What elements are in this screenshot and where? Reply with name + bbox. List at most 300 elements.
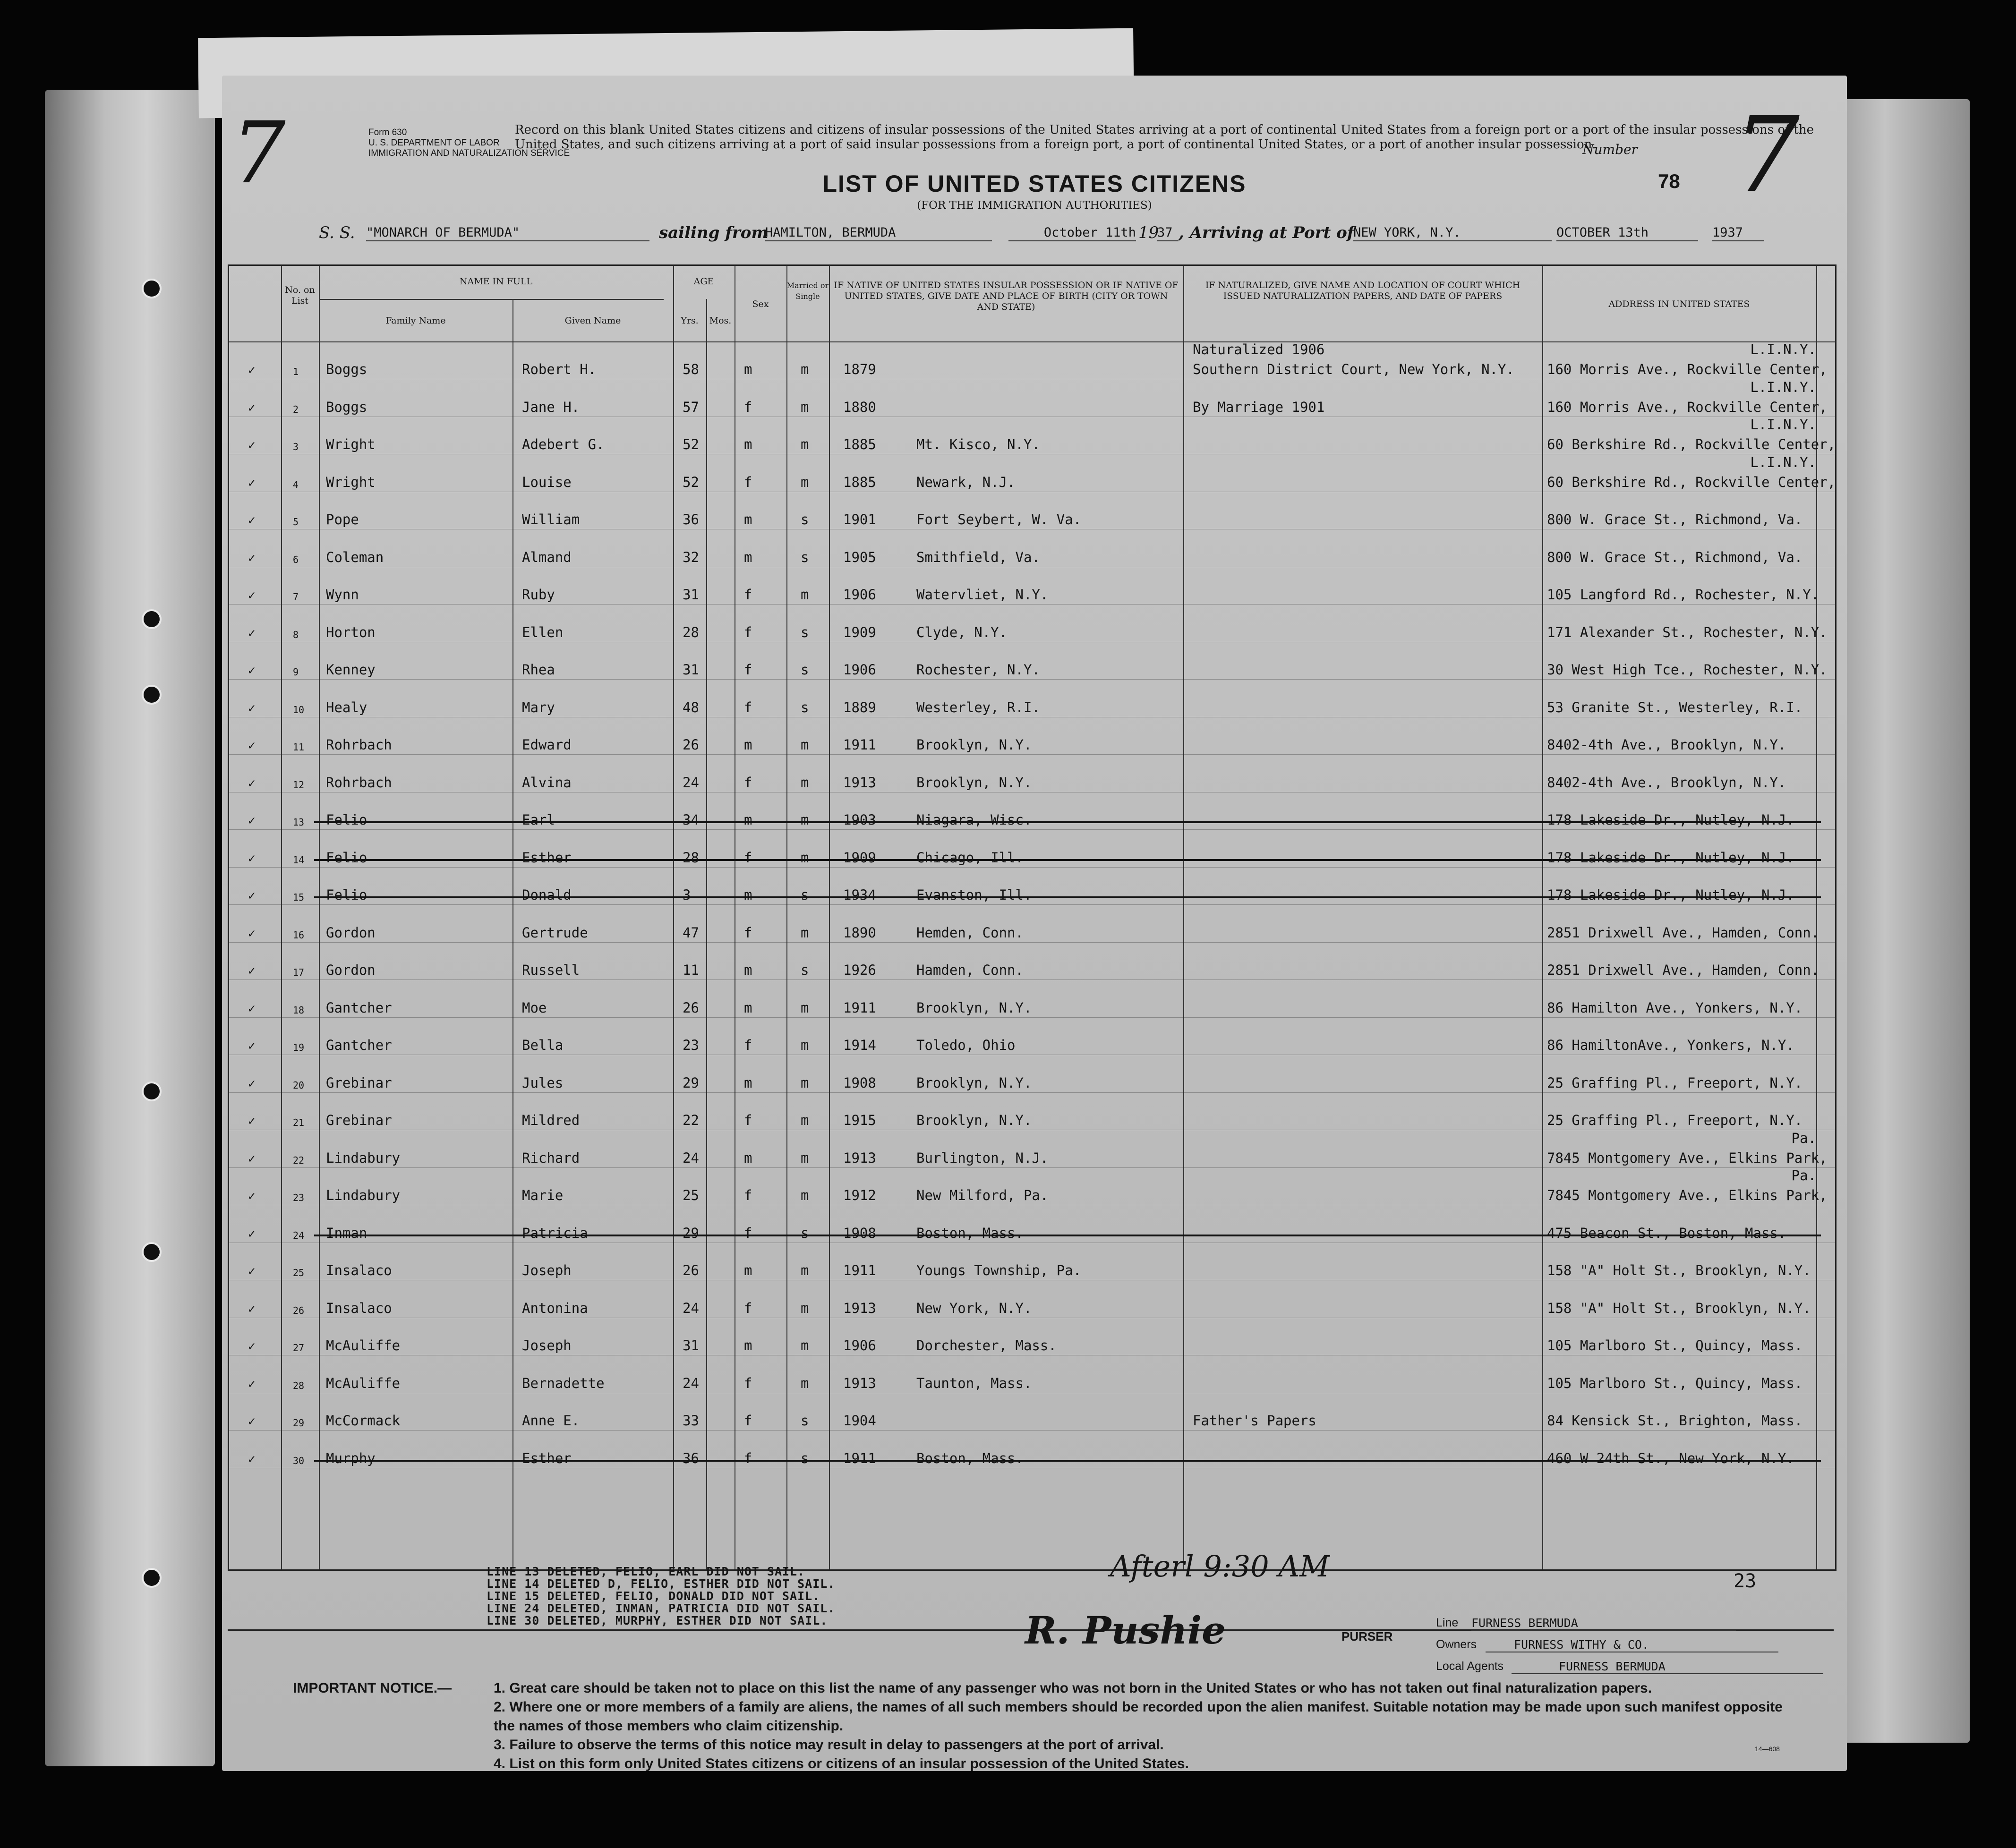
table-row	[229, 417, 1835, 454]
row-number: 15	[293, 892, 305, 903]
birth-year: 1914	[843, 1037, 876, 1053]
marital-status: s	[801, 662, 809, 678]
given-name: Bernadette	[522, 1375, 605, 1391]
birth-year: 1880	[843, 399, 876, 415]
row-number: 6	[293, 554, 299, 565]
header-rule	[319, 299, 664, 300]
age-years: 33	[683, 1413, 699, 1429]
birth-place: Westerley, R.I.	[916, 699, 1040, 715]
check-mark-icon: ✓	[248, 1452, 256, 1466]
family-name: Wright	[326, 474, 376, 490]
manifest-page	[222, 76, 1847, 1771]
marital-status: s	[801, 962, 809, 978]
row-number: 10	[293, 704, 305, 715]
address: 2851 Drixwell Ave., Hamden, Conn.	[1547, 962, 1820, 978]
row-number: 18	[293, 1004, 305, 1016]
age-years: 52	[683, 474, 699, 490]
birth-year: 1908	[843, 1074, 876, 1091]
form-number: Form 630	[368, 128, 407, 137]
birth-place: New York, N.Y.	[916, 1300, 1032, 1316]
strike-through-line	[314, 1235, 1821, 1236]
marital-status: m	[801, 1300, 809, 1316]
table-row	[229, 1055, 1835, 1093]
arrival-port: NEW YORK, N.Y.	[1353, 225, 1552, 241]
form-reference: 14—608	[1755, 1745, 1780, 1753]
deletion-note: LINE 30 DELETED, MURPHY, ESTHER DID NOT SAIL.	[487, 1614, 828, 1627]
age-years: 29	[683, 1225, 699, 1241]
number-value: 7	[1734, 94, 1800, 215]
sex: m	[744, 1150, 752, 1166]
strike-through-line	[314, 1460, 1821, 1462]
family-name: Boggs	[326, 399, 367, 415]
punch-hole	[142, 1568, 162, 1588]
age-years: 57	[683, 399, 699, 415]
table-row	[229, 980, 1835, 1018]
marital-status: m	[801, 812, 809, 828]
check-mark-icon: ✓	[248, 1264, 256, 1278]
age-years: 36	[683, 1450, 699, 1466]
corner-mark: 7	[231, 104, 286, 203]
age-years: 25	[683, 1187, 699, 1203]
given-name: Ruby	[522, 587, 555, 603]
row-number: 16	[293, 929, 305, 941]
age-years: 23	[683, 1037, 699, 1053]
check-mark-icon: ✓	[248, 1001, 256, 1016]
deletion-note: LINE 13 DELETED, FELIO, EARL DID NOT SAIL.	[487, 1565, 805, 1578]
check-mark-icon: ✓	[248, 1302, 256, 1316]
family-name: Wright	[326, 436, 376, 452]
strike-through-line	[314, 821, 1821, 823]
marital-status: m	[801, 1074, 809, 1091]
age-years: 22	[683, 1112, 699, 1128]
address: 8402-4th Ave., Brooklyn, N.Y.	[1547, 774, 1786, 791]
family-name: Gantcher	[326, 1037, 392, 1053]
row-number: 17	[293, 967, 305, 978]
given-name: Antonina	[522, 1300, 588, 1316]
arrival-year: 1937	[1712, 225, 1764, 241]
family-name: Murphy	[326, 1450, 376, 1466]
address: 160 Morris Ave., Rockville Center,	[1547, 399, 1828, 415]
family-name: Gordon	[326, 924, 376, 941]
age-years: 24	[683, 774, 699, 791]
table-row	[229, 567, 1835, 605]
family-name: Felio	[326, 887, 367, 903]
family-name: Insalaco	[326, 1300, 392, 1316]
col-header-birth: IF NATIVE OF UNITED STATES INSULAR POSSESSION OR IF NATIVE OF UNITED STATES, GIVE DATE AND PLACE OF BIRTH (CITY OR TOWN AND STATE)	[834, 280, 1179, 312]
address-state: Pa.	[1791, 1167, 1816, 1184]
marital-status: m	[801, 474, 809, 490]
address: 53 Granite St., Westerley, R.I.	[1547, 699, 1803, 715]
given-name: Rhea	[522, 662, 555, 678]
table-row	[229, 1318, 1835, 1355]
strike-through-line	[314, 896, 1821, 898]
birth-place: Hamden, Conn.	[916, 962, 1024, 978]
birth-place: Brooklyn, N.Y.	[916, 1112, 1032, 1128]
col-header-name: NAME IN FULL	[459, 276, 533, 287]
check-mark-icon: ✓	[248, 1414, 256, 1429]
check-mark-icon: ✓	[248, 664, 256, 678]
row-number: 12	[293, 779, 305, 791]
birth-year: 1906	[843, 662, 876, 678]
birth-place: Clyde, N.Y.	[916, 624, 1008, 640]
given-name: Jane H.	[522, 399, 580, 415]
notice-item: 2. Where one or more members of a family are aliens, the names of all such members should be recorded upon the alien manifest. Suitable notation may be made upon such manifest opposite the names of those members who claim citizenship.	[494, 1699, 1783, 1734]
family-name: Gantcher	[326, 999, 392, 1016]
row-number: 29	[293, 1417, 305, 1429]
table-row	[229, 1130, 1835, 1168]
table-row	[229, 492, 1835, 529]
birth-year: 1885	[843, 474, 876, 490]
given-name: Louise	[522, 474, 572, 490]
handwritten-stamp: Afterl 9:30 AM	[1110, 1549, 1330, 1584]
check-mark-icon: ✓	[248, 626, 256, 640]
sex: f	[744, 474, 752, 490]
birth-place: Evanston, Ill.	[916, 887, 1032, 903]
birth-place: Chicago, Ill.	[916, 849, 1024, 866]
age-years: 36	[683, 511, 699, 528]
sex: f	[744, 624, 752, 640]
address: 86 Hamilton Ave., Yonkers, N.Y.	[1547, 999, 1803, 1016]
birth-year: 1889	[843, 699, 876, 715]
age-years: 11	[683, 962, 699, 978]
family-name: Kenney	[326, 662, 376, 678]
family-name: Healy	[326, 699, 367, 715]
punch-hole	[142, 1242, 162, 1262]
address-state: L.I.N.Y.	[1750, 341, 1816, 358]
age-years: 31	[683, 662, 699, 678]
family-name: Grebinar	[326, 1074, 392, 1091]
check-mark-icon: ✓	[248, 739, 256, 753]
agents-row	[1436, 1660, 1666, 1673]
check-mark-icon: ✓	[248, 851, 256, 866]
marital-status: s	[801, 699, 809, 715]
arrival-date: OCTOBER 13th	[1556, 225, 1698, 241]
table-row	[229, 1017, 1835, 1055]
address: 25 Graffing Pl., Freeport, N.Y.	[1547, 1112, 1803, 1128]
check-mark-icon: ✓	[248, 551, 256, 565]
given-name: Russell	[522, 962, 580, 978]
age-years: 28	[683, 624, 699, 640]
department: U. S. DEPARTMENT OF LABOR	[368, 138, 500, 148]
check-mark-icon: ✓	[248, 1114, 256, 1128]
table-row	[229, 1393, 1835, 1431]
col-header-given: Given Name	[564, 315, 621, 326]
line-value: FURNESS BERMUDA	[1471, 1616, 1736, 1631]
table-row	[229, 680, 1835, 717]
given-name: Marie	[522, 1187, 564, 1203]
family-name: Gordon	[326, 962, 376, 978]
given-name: Moe	[522, 999, 547, 1016]
family-name: Felio	[326, 849, 367, 866]
page-count: 23	[1734, 1570, 1757, 1592]
given-name: Patricia	[522, 1225, 588, 1241]
sex: m	[744, 361, 752, 377]
table-row	[229, 341, 1835, 379]
table-row	[229, 942, 1835, 980]
address: 30 West High Tce., Rochester, N.Y.	[1547, 662, 1828, 678]
naturalization-court: Southern District Court, New York, N.Y.	[1193, 361, 1514, 377]
sex: m	[744, 1337, 752, 1354]
address-state: L.I.N.Y.	[1750, 379, 1816, 395]
table-row	[229, 379, 1835, 417]
check-mark-icon: ✓	[248, 926, 256, 941]
marital-status: m	[801, 361, 809, 377]
row-number: 9	[293, 666, 299, 678]
address: 105 Langford Rd., Rochester, N.Y.	[1547, 587, 1820, 603]
binder-strip	[45, 90, 215, 1766]
marital-status: s	[801, 887, 809, 903]
birth-place: Niagara, Wisc.	[916, 812, 1032, 828]
given-name: Ellen	[522, 624, 564, 640]
address: 84 Kensick St., Brighton, Mass.	[1547, 1413, 1803, 1429]
age-years: 32	[683, 549, 699, 565]
sex: m	[744, 1262, 752, 1278]
table-row	[229, 1431, 1835, 1468]
row-number: 20	[293, 1079, 305, 1091]
row-number: 2	[293, 403, 299, 415]
birth-place: Mt. Kisco, N.Y.	[916, 436, 1040, 452]
row-number: 25	[293, 1267, 305, 1278]
purser-signature: R. Pushie	[1025, 1608, 1226, 1652]
owners-label: Owners	[1436, 1638, 1477, 1651]
punch-hole	[142, 685, 162, 705]
table-row	[229, 605, 1835, 642]
manifest-table	[228, 264, 1837, 1571]
row-number: 30	[293, 1455, 305, 1466]
row-number: 4	[293, 478, 299, 490]
row-number: 11	[293, 741, 305, 753]
check-mark-icon: ✓	[248, 438, 256, 452]
address: 60 Berkshire Rd., Rockville Center,	[1547, 474, 1836, 490]
check-mark-icon: ✓	[248, 701, 256, 715]
address: 475 Beacon St., Boston, Mass.	[1547, 1225, 1786, 1241]
marital-status: m	[801, 436, 809, 452]
naturalization-court: Father's Papers	[1193, 1413, 1316, 1429]
sex: f	[744, 1225, 752, 1241]
age-years: 31	[683, 1337, 699, 1354]
family-name: Rohrbach	[326, 774, 392, 791]
col-header-family: Family Name	[385, 315, 446, 326]
address: 158 "A" Holt St., Brooklyn, N.Y.	[1547, 1262, 1811, 1278]
address: 105 Marlboro St., Quincy, Mass.	[1547, 1337, 1803, 1354]
age-years: 26	[683, 999, 699, 1016]
birth-year: 1906	[843, 1337, 876, 1354]
given-name: Gertrude	[522, 924, 588, 941]
table-row	[229, 529, 1835, 567]
sex: f	[744, 1037, 752, 1053]
given-name: Mildred	[522, 1112, 580, 1128]
birth-place: Taunton, Mass.	[916, 1375, 1032, 1391]
departure-year: 37	[1157, 225, 1179, 241]
agents-value: FURNESS BERMUDA	[1512, 1660, 1823, 1674]
col-header-age: AGE	[693, 276, 714, 287]
deletion-note: LINE 24 DELETED, INMAN, PATRICIA DID NOT SAIL.	[487, 1601, 836, 1615]
given-name: Joseph	[522, 1262, 572, 1278]
birth-year: 1909	[843, 624, 876, 640]
sex: f	[744, 699, 752, 715]
sex: f	[744, 587, 752, 603]
marital-status: m	[801, 399, 809, 415]
marital-status: m	[801, 849, 809, 866]
given-name: Esther	[522, 849, 572, 866]
family-name: Rohrbach	[326, 737, 392, 753]
marital-status: s	[801, 1225, 809, 1241]
marital-status: m	[801, 1150, 809, 1166]
underlying-sheet	[1828, 99, 1970, 1743]
table-row	[229, 1280, 1835, 1318]
birth-year: 1913	[843, 1150, 876, 1166]
family-name: Horton	[326, 624, 376, 640]
check-mark-icon: ✓	[248, 400, 256, 415]
birth-year: 1912	[843, 1187, 876, 1203]
row-number: 23	[293, 1192, 305, 1203]
arriving-label: , Arriving at Port of	[1179, 223, 1354, 242]
row-number: 3	[293, 441, 299, 452]
given-name: Robert H.	[522, 361, 597, 377]
table-row	[229, 1167, 1835, 1205]
table-row	[229, 717, 1835, 755]
sex: f	[744, 1187, 752, 1203]
birth-place: Brooklyn, N.Y.	[916, 774, 1032, 791]
line-label: Line	[1436, 1616, 1459, 1629]
punch-hole	[142, 279, 162, 298]
voyage-line	[319, 220, 1845, 248]
sex: f	[744, 1112, 752, 1128]
birth-year: 1904	[843, 1413, 876, 1429]
marital-status: s	[801, 624, 809, 640]
address: 460 W 24th St., New York, N.Y.	[1547, 1450, 1794, 1466]
given-name: Anne E.	[522, 1413, 580, 1429]
row-number: 24	[293, 1229, 305, 1241]
birth-place: Newark, N.J.	[916, 474, 1016, 490]
departure-port: HAMILTON, BERMUDA	[765, 225, 992, 241]
number-label: Number	[1582, 142, 1638, 157]
marital-status: m	[801, 1375, 809, 1391]
row-number: 21	[293, 1117, 305, 1128]
check-mark-icon: ✓	[248, 776, 256, 791]
address-state: Pa.	[1791, 1130, 1816, 1146]
row-number: 22	[293, 1154, 305, 1166]
marital-status: m	[801, 774, 809, 791]
row-number: 14	[293, 854, 305, 866]
deletion-notes	[487, 1566, 835, 1627]
age-years: 31	[683, 587, 699, 603]
birth-place: Youngs Township, Pa.	[916, 1262, 1082, 1278]
row-number: 27	[293, 1342, 305, 1354]
birth-year: 1915	[843, 1112, 876, 1128]
check-mark-icon: ✓	[248, 363, 256, 377]
birth-year: 1913	[843, 1300, 876, 1316]
given-name: Edward	[522, 737, 572, 753]
birth-year: 1905	[843, 549, 876, 565]
given-name: William	[522, 511, 580, 528]
marital-status: m	[801, 924, 809, 941]
age-years: 3	[683, 887, 691, 903]
given-name: Earl	[522, 812, 555, 828]
check-mark-icon: ✓	[248, 588, 256, 603]
family-name: Lindabury	[326, 1187, 401, 1203]
notice-heading: IMPORTANT NOTICE.—	[293, 1680, 452, 1696]
address: 160 Morris Ave., Rockville Center,	[1547, 361, 1828, 377]
check-mark-icon: ✓	[248, 964, 256, 978]
sex: f	[744, 849, 752, 866]
address: 60 Berkshire Rd., Rockville Center,	[1547, 436, 1836, 452]
address: 2851 Drixwell Ave., Hamden, Conn.	[1547, 924, 1820, 941]
marital-status: s	[801, 549, 809, 565]
table-row	[229, 867, 1835, 905]
col-header-naturalized: IF NATURALIZED, GIVE NAME AND LOCATION OF COURT WHICH ISSUED NATURALIZATION PAPERS, AND DATE OF PAPERS	[1205, 280, 1521, 301]
table-row	[229, 1092, 1835, 1130]
age-years: 29	[683, 1074, 699, 1091]
notice-item: 1. Great care should be taken not to place on this list the name of any passenger who was not born in the United States or who has not taken out final naturalization papers.	[494, 1680, 1652, 1696]
sex: f	[744, 1300, 752, 1316]
birth-year: 1885	[843, 436, 876, 452]
address: 7845 Montgomery Ave., Elkins Park,	[1547, 1187, 1828, 1203]
birth-year: 1908	[843, 1225, 876, 1241]
marital-status: m	[801, 999, 809, 1016]
agents-label: Local Agents	[1436, 1660, 1504, 1673]
sex: m	[744, 436, 752, 452]
given-name: Bella	[522, 1037, 564, 1053]
birth-place: Watervliet, N.Y.	[916, 587, 1049, 603]
sex: m	[744, 737, 752, 753]
row-number: 26	[293, 1304, 305, 1316]
family-name: Grebinar	[326, 1112, 392, 1128]
col-header-yrs: Yrs.	[681, 315, 699, 326]
address: 178 Lakeside Dr., Nutley, N.J.	[1547, 849, 1794, 866]
sex: m	[744, 962, 752, 978]
check-mark-icon: ✓	[248, 1076, 256, 1091]
address: 158 "A" Holt St., Brooklyn, N.Y.	[1547, 1300, 1811, 1316]
year-prefix: 19	[1138, 223, 1159, 242]
address: 7845 Montgomery Ave., Elkins Park,	[1547, 1150, 1828, 1166]
birth-year: 1901	[843, 511, 876, 528]
naturalization-note: Naturalized 1906	[1193, 341, 1325, 358]
birth-place: Smithfield, Va.	[916, 549, 1040, 565]
given-name: Almand	[522, 549, 572, 565]
age-years: 24	[683, 1150, 699, 1166]
page-subtitle: (FOR THE IMMIGRATION AUTHORITIES)	[917, 199, 1152, 212]
family-name: McCormack	[326, 1413, 401, 1429]
given-name: Joseph	[522, 1337, 572, 1354]
given-name: Donald	[522, 887, 572, 903]
birth-place: Brooklyn, N.Y.	[916, 737, 1032, 753]
given-name: Esther	[522, 1450, 572, 1466]
birth-year: 1911	[843, 1450, 876, 1466]
check-mark-icon: ✓	[248, 1377, 256, 1391]
ss-label: S. S.	[319, 223, 355, 242]
marital-status: s	[801, 1450, 809, 1466]
punch-hole	[142, 1082, 162, 1101]
birth-year: 1926	[843, 962, 876, 978]
owners-row	[1436, 1638, 1649, 1652]
table-row	[229, 792, 1835, 830]
birth-place: Boston, Mass.	[916, 1450, 1024, 1466]
age-years: 58	[683, 361, 699, 377]
birth-year: 1906	[843, 587, 876, 603]
check-mark-icon: ✓	[248, 1339, 256, 1354]
col-header-mos: Mos.	[709, 315, 732, 326]
sex: f	[744, 399, 752, 415]
owners-value: FURNESS WITHY & CO.	[1486, 1638, 1778, 1652]
marital-status: m	[801, 587, 809, 603]
sex: m	[744, 999, 752, 1016]
marital-status: m	[801, 1187, 809, 1203]
row-number: 28	[293, 1380, 305, 1391]
row-number: 7	[293, 591, 299, 603]
deletion-note: LINE 15 DELETED, FELIO, DONALD DID NOT SAIL.	[487, 1589, 820, 1603]
given-name: Jules	[522, 1074, 564, 1091]
